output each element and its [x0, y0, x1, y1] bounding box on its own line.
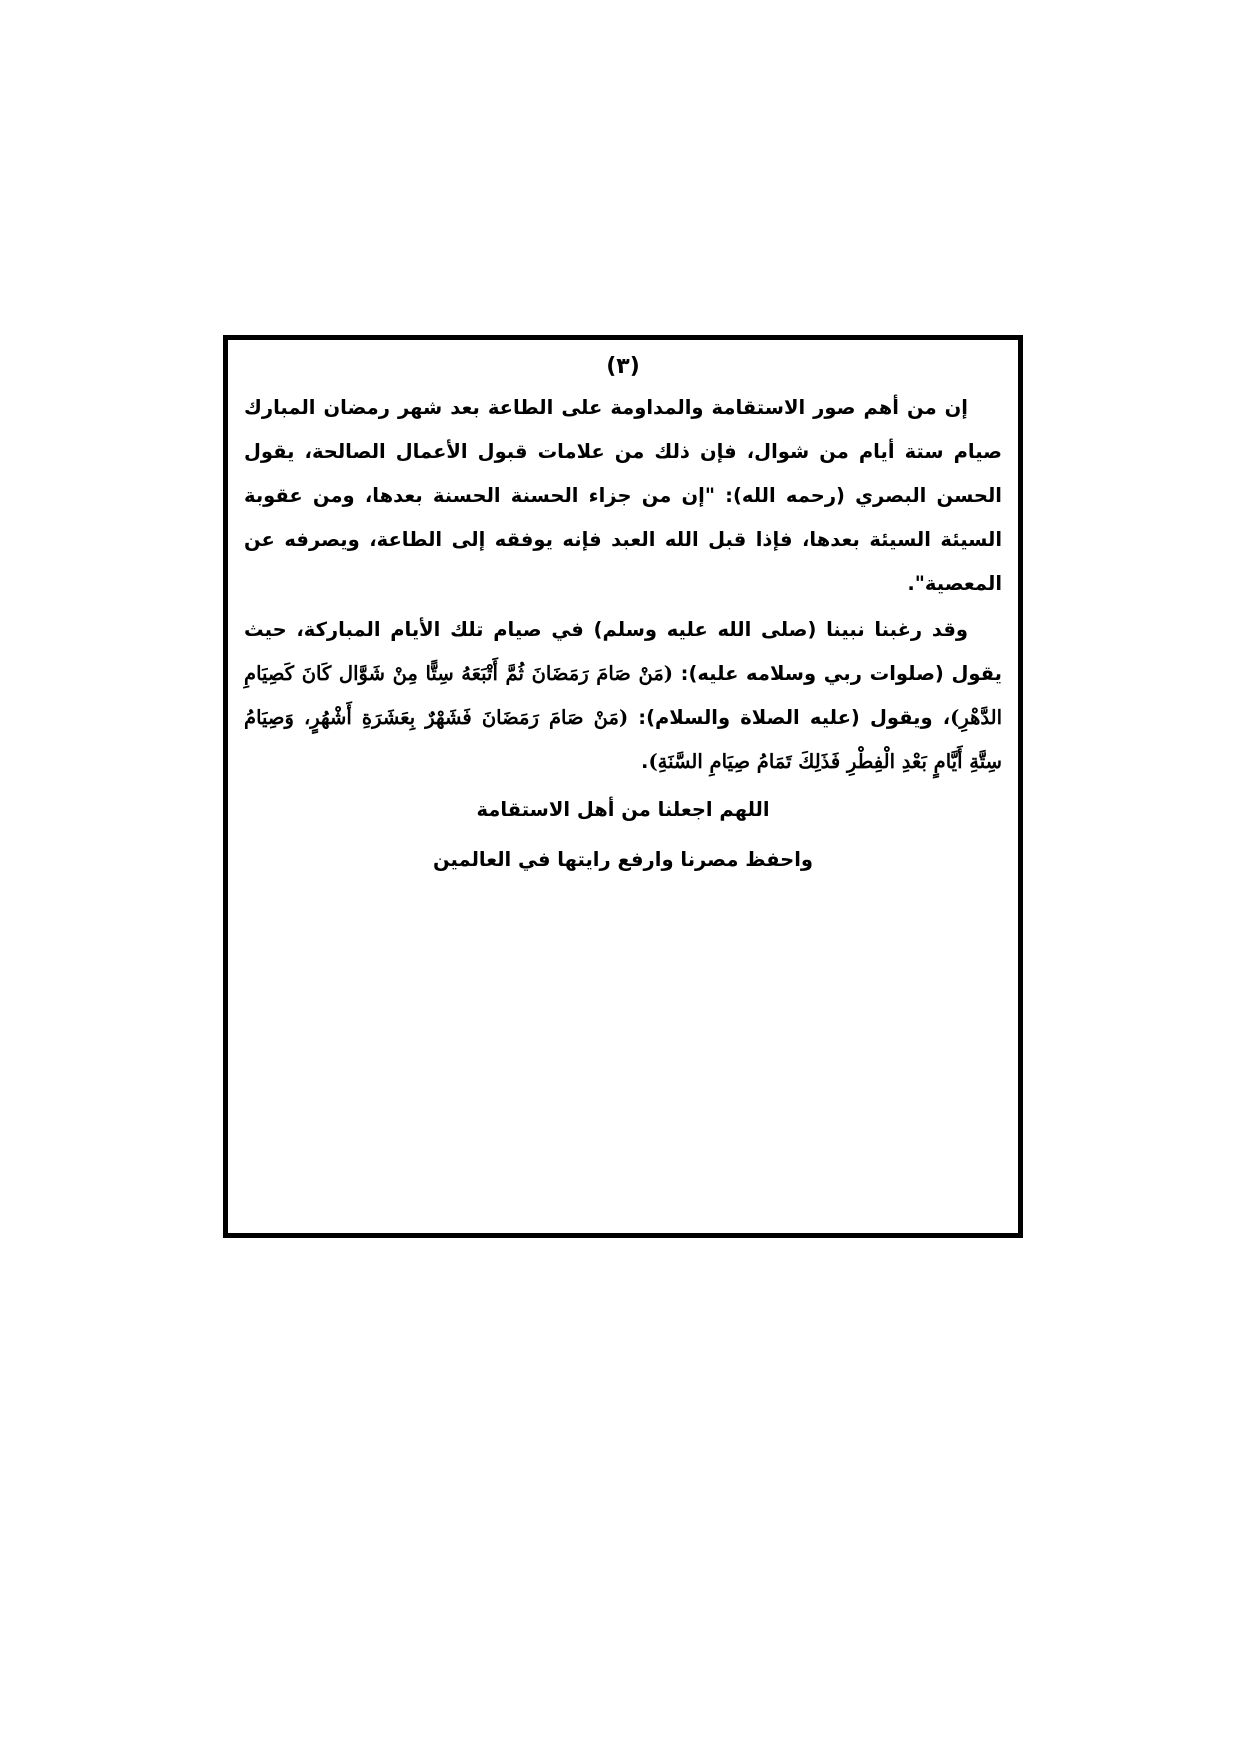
hadith-quote-2: (مَنْ صَامَ رَمَضَانَ فَشَهْرٌ بِعَشَرَةِ أَشْهُرٍ، وَصِيَامُ سِتَّةِ أَيَّامٍ بَعْدِ الْفِطْرِ فَذَلِكَ تَمَامُ صِيَامِ السَّنَةِ) — [244, 706, 1002, 773]
paragraph-2-intro: وقد رغبنا نبينا (صلى الله عليه وسلم) في صيام تلك الأيام المباركة، حيث يقول (صلوات ربي وسلامه عليه): — [244, 618, 1002, 685]
page-frame — [223, 335, 1023, 1238]
dua-line-2: واحفظ مصرنا وارفع رايتها في العالمين — [432, 848, 814, 871]
paragraph-1: إن من أهم صور الاستقامة والمداومة على الطاعة بعد شهر رمضان المبارك صيام ستة أيام من شوال، فإن ذلك من علامات قبول الأعمال الصالحة، يقول الحسن البصري (رحمه الله): "إن من جزاء الحسنة الحسنة بعدها، ومن عقوبة السيئة السيئة بعدها، فإذا قبل الله العبد فإنه يوفقه إلى الطاعة، ويصرفه عن المعصية". — [244, 396, 1002, 595]
paragraph-2-middle: ، ويقول (عليه الصلاة والسلام): — [628, 706, 951, 729]
paragraph-2 — [244, 608, 1002, 784]
paragraph-2-end: . — [641, 750, 649, 773]
page-number: (٣) — [606, 354, 640, 379]
hadith-quote-1: (مَنْ صَامَ رَمَضَانَ ثُمَّ أَتْبَعَهُ سِتًّا مِنْ شَوَّال كَانَ كَصِيَامِ الدَّهْرِ) — [244, 662, 1002, 729]
dua-line-1: اللهم اجعلنا من أهل الاستقامة — [476, 798, 770, 821]
